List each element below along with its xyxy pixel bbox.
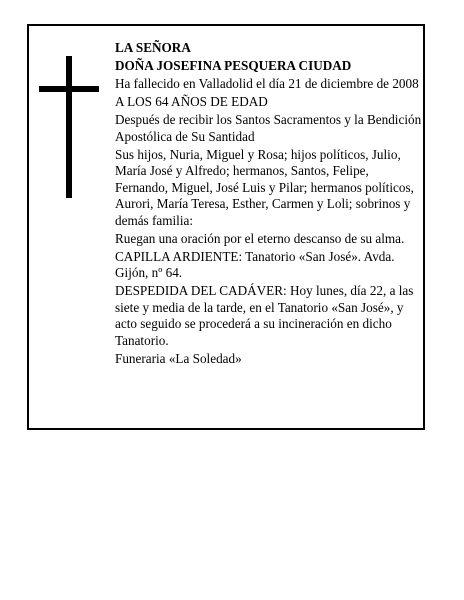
sacraments-line: Después de recibir los Santos Sacramentos y la Bendición Apostólica de Su Santidad <box>115 112 422 144</box>
age-line: A LOS 64 AÑOS DE EDAD <box>115 94 268 109</box>
obituary-notice <box>27 24 425 430</box>
prayer-request: Ruegan una oración por el eterno descanso de su alma. <box>115 230 405 246</box>
notice-title: LA SEÑORA <box>115 40 191 55</box>
death-announcement: Ha fallecido en Valladolid el día 21 de diciembre de 2008 <box>115 76 419 91</box>
funeral-home: Funeraria «La Soledad» <box>115 350 242 366</box>
deceased-name: DOÑA JOSEFINA PESQUERA CIUDAD <box>115 58 352 73</box>
cross-horizontal-bar <box>39 86 99 92</box>
notice-text <box>115 40 423 369</box>
family-list: Sus hijos, Nuria, Miguel y Rosa; hijos políticos, Julio, María José y Alfredo; hermanos, Santos, Felipe, Fernando, Miguel, José Luis y Pilar; hermanos políticos, Aurori, María Teresa, Esther, Carmen y Loli; sobrinos y demás familia: <box>115 146 414 228</box>
farewell-info: DESPEDIDA DEL CADÁVER: Hoy lunes, día 22, a las siete y media de la tarde, en el Tanatorio «San José», y acto seguido se procederá a su incineración en dicho Tanatorio. <box>115 283 414 348</box>
cross-vertical-bar <box>66 56 72 198</box>
latin-cross-icon <box>39 56 99 198</box>
chapel-info: CAPILLA ARDIENTE: Tanatorio «San José». Avda. Gijón, nº 64. <box>115 248 395 280</box>
